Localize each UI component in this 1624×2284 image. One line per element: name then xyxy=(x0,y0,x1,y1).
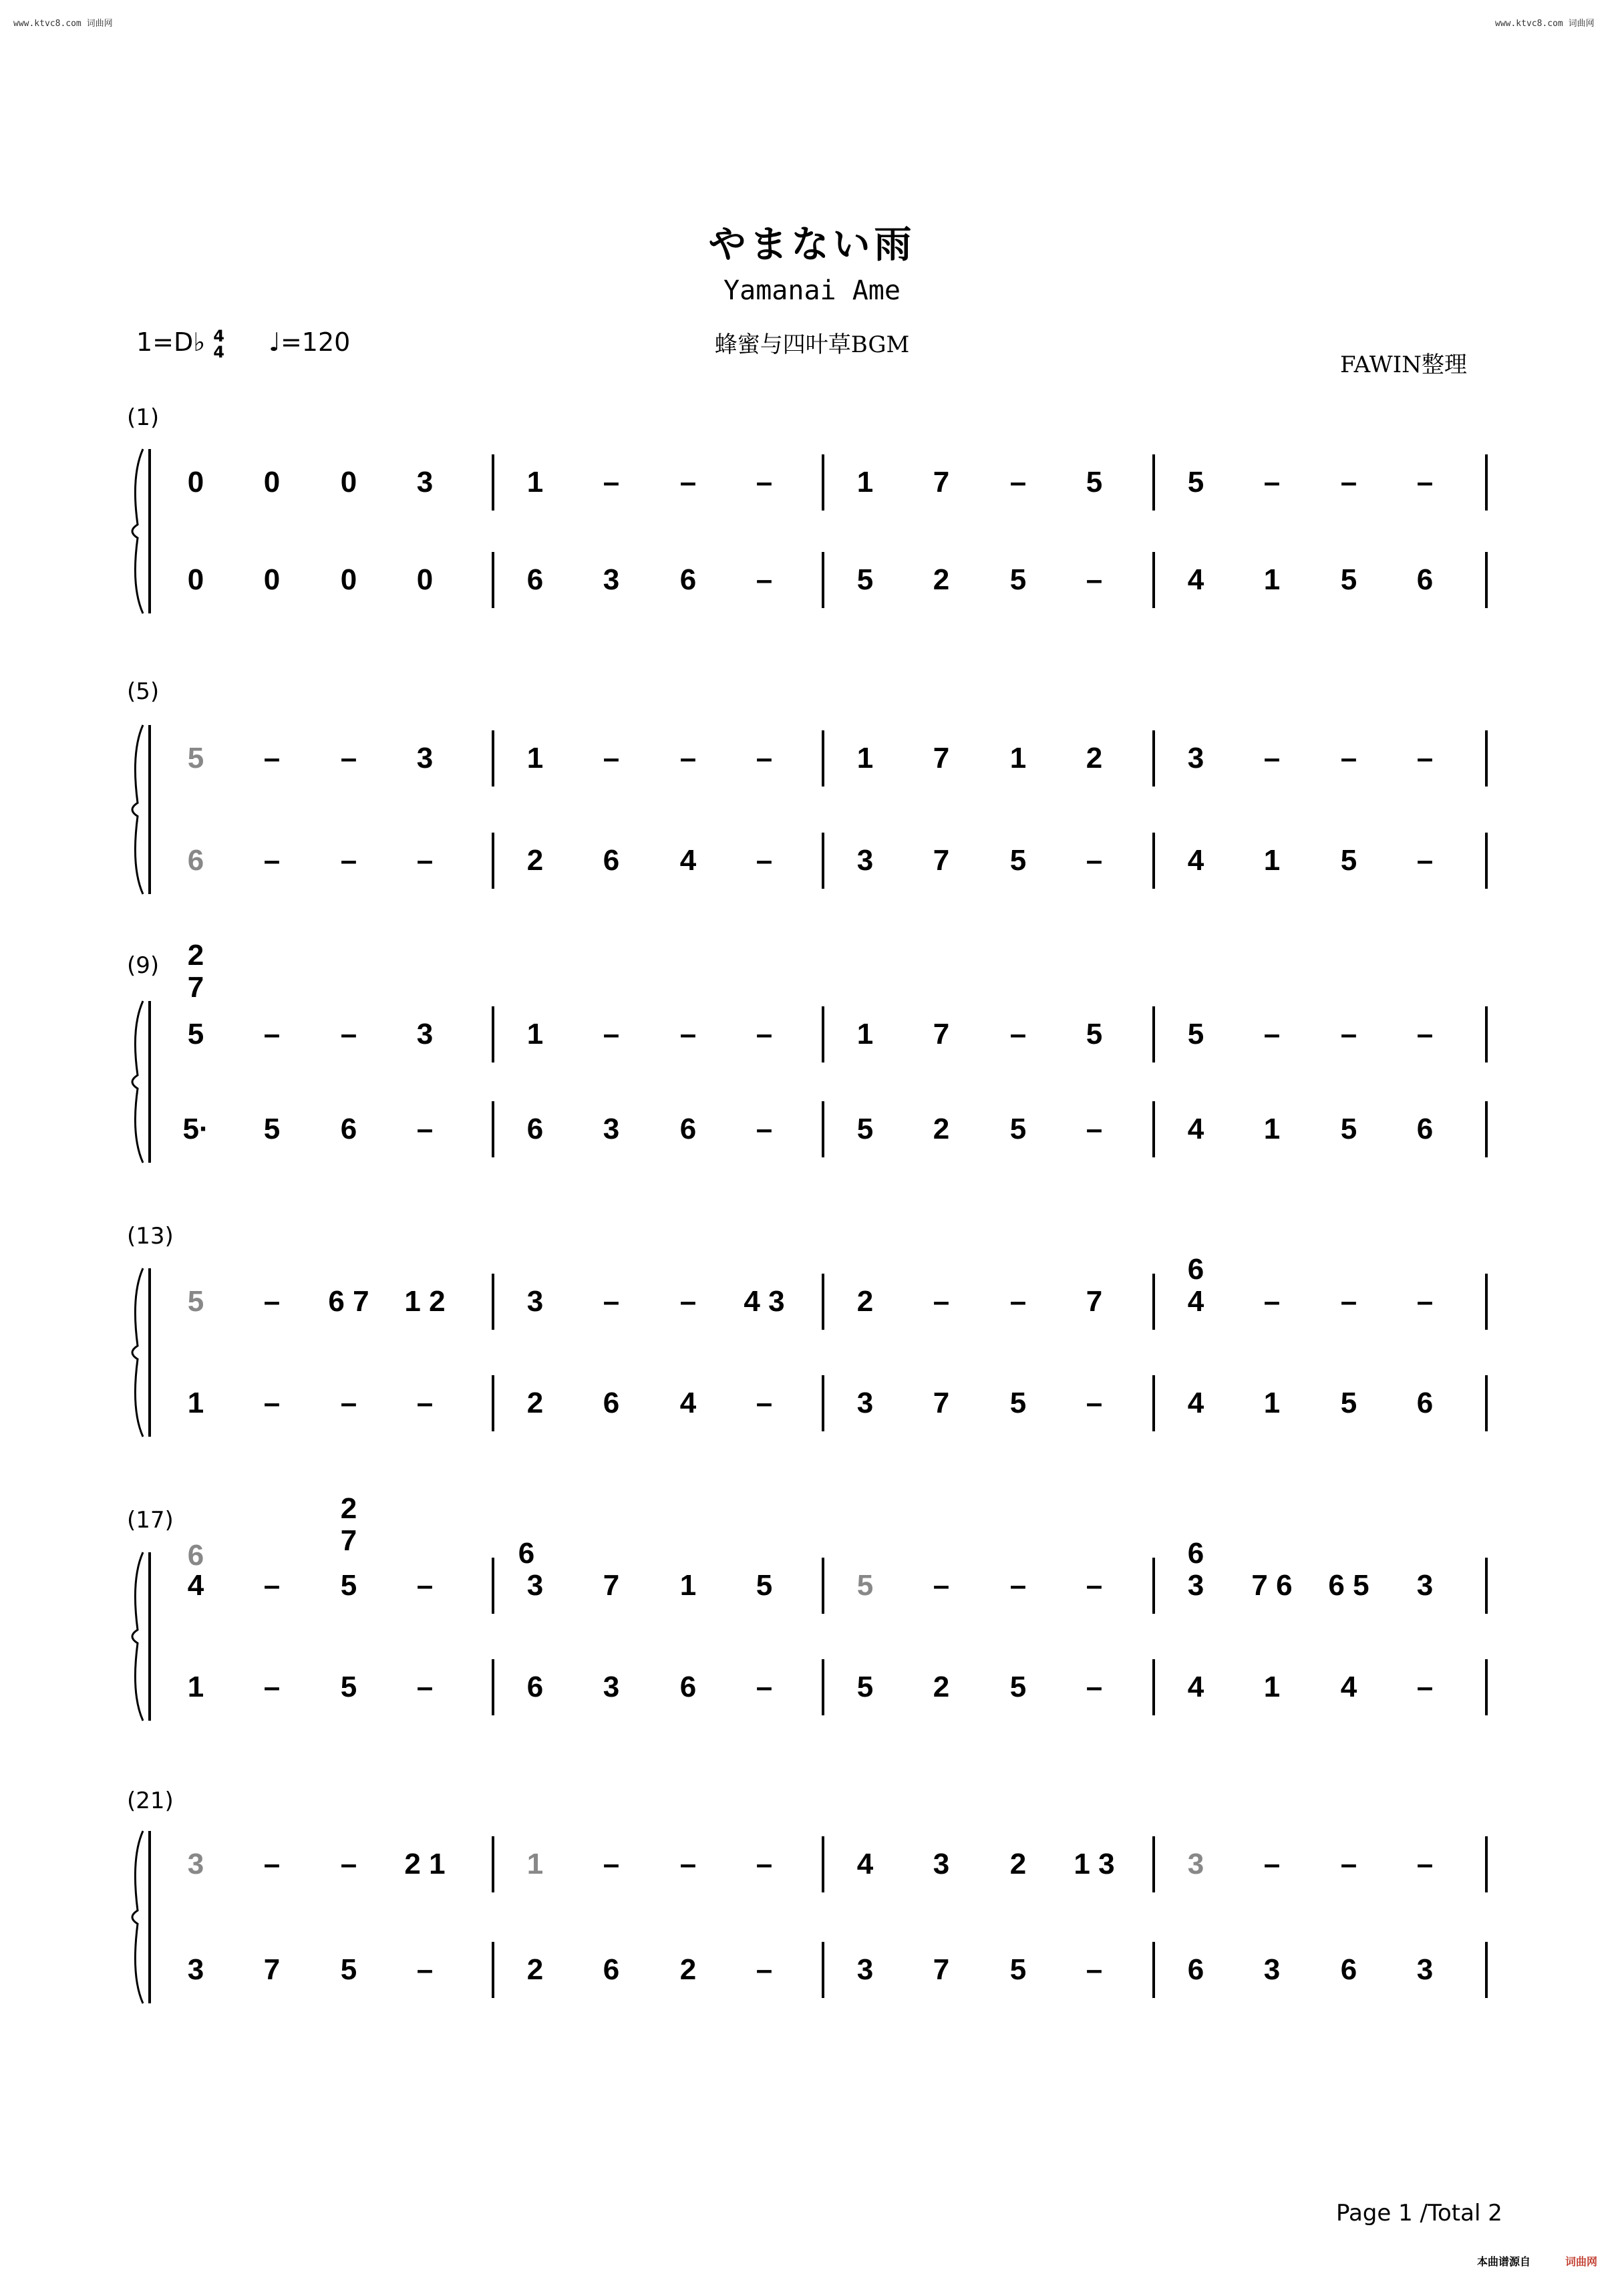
note: 5 xyxy=(1009,563,1027,596)
brace xyxy=(132,449,143,613)
note: – xyxy=(416,1671,434,1703)
note: – xyxy=(1263,1018,1281,1050)
note: 1 xyxy=(679,1569,697,1602)
note: 2 xyxy=(1086,742,1103,774)
note: 2 1 xyxy=(404,1848,446,1880)
note: 1 xyxy=(187,1387,204,1419)
note: 5 xyxy=(856,1569,874,1602)
brand-name: 词曲网 xyxy=(1565,2255,1597,2268)
note: – xyxy=(679,1848,697,1880)
note: 5 xyxy=(1086,1018,1103,1050)
note: 3 xyxy=(526,1285,544,1318)
note: 4 xyxy=(1187,1113,1204,1145)
note: – xyxy=(263,844,281,877)
note: 5 xyxy=(1340,1113,1357,1145)
note: 5 xyxy=(1009,1113,1027,1145)
note: 1 xyxy=(856,742,874,774)
note: 3 xyxy=(526,1569,544,1602)
note: – xyxy=(1009,1285,1027,1318)
note: – xyxy=(416,1953,434,1986)
note: 7 xyxy=(933,844,950,877)
note: 4 xyxy=(1187,563,1204,596)
note: 1 3 xyxy=(1074,1848,1115,1880)
note: 3 xyxy=(1187,742,1204,774)
note: – xyxy=(263,1018,281,1050)
page-indicator: Page 1 /Total 2 xyxy=(1336,2200,1502,2227)
note: 5 xyxy=(756,1569,773,1602)
note: 6 xyxy=(679,1671,697,1703)
note: – xyxy=(1263,1848,1281,1880)
note: 5 xyxy=(187,742,204,774)
note: 6 xyxy=(1340,1953,1357,1986)
note: 6 xyxy=(518,1537,535,1570)
measure-number: (1) xyxy=(127,404,160,431)
note: – xyxy=(1009,466,1027,498)
note: 5 xyxy=(1009,1953,1027,1986)
note: 6 xyxy=(526,1113,544,1145)
measure-number: (21) xyxy=(127,1788,174,1814)
note: – xyxy=(263,1285,281,1318)
note: – xyxy=(679,742,697,774)
note: 4 xyxy=(679,844,697,877)
note: – xyxy=(263,1569,281,1602)
note: 7 xyxy=(263,1953,281,1986)
note: – xyxy=(756,844,773,877)
note: 3 xyxy=(416,1018,434,1050)
note: 2 xyxy=(187,939,204,972)
time-signature-bottom: 4 xyxy=(213,342,224,362)
note: 1 xyxy=(1263,563,1281,596)
brace xyxy=(132,1831,143,2003)
note: 2 xyxy=(526,1953,544,1986)
note: – xyxy=(340,1387,357,1419)
note: 1 xyxy=(1263,1387,1281,1419)
note: 5 xyxy=(340,1671,357,1703)
note: – xyxy=(1416,742,1434,774)
note: 3 xyxy=(603,1671,620,1703)
note: 4 xyxy=(856,1848,874,1880)
note: 7 xyxy=(933,742,950,774)
note: 6 xyxy=(1187,1253,1204,1286)
brace xyxy=(132,1552,143,1721)
note: 7 xyxy=(933,466,950,498)
note: 5 xyxy=(1187,466,1204,498)
note: 2 xyxy=(933,563,950,596)
brand-label: 本曲谱源自 xyxy=(1476,2255,1530,2268)
note: 5 xyxy=(340,1569,357,1602)
note: – xyxy=(756,466,773,498)
song-subtitle: Yamanai Ame xyxy=(723,275,901,306)
note: 2 xyxy=(340,1492,357,1525)
note: – xyxy=(756,563,773,596)
note: 3 xyxy=(416,466,434,498)
note: – xyxy=(1086,1569,1103,1602)
note: – xyxy=(1086,844,1103,877)
note: 4 xyxy=(1187,844,1204,877)
note: – xyxy=(1416,1018,1434,1050)
note: 5 xyxy=(1187,1018,1204,1050)
note: – xyxy=(679,1018,697,1050)
note: – xyxy=(1009,1569,1027,1602)
note: 6 xyxy=(1187,1537,1204,1570)
note: – xyxy=(933,1285,950,1318)
note: – xyxy=(933,1569,950,1602)
note: 2 xyxy=(856,1285,874,1318)
note: 7 xyxy=(933,1018,950,1050)
key-signature: 1=D♭ 4 4 xyxy=(136,326,224,362)
note: – xyxy=(1340,1848,1357,1880)
note: 2 xyxy=(1009,1848,1027,1880)
note: 1 xyxy=(526,1018,544,1050)
note: – xyxy=(756,1018,773,1050)
note: 3 xyxy=(856,1953,874,1986)
note: 0 xyxy=(263,563,281,596)
note: 5 xyxy=(1086,466,1103,498)
note: 3 xyxy=(416,742,434,774)
note: – xyxy=(756,1113,773,1145)
note: – xyxy=(416,1387,434,1419)
note: – xyxy=(1340,1018,1357,1050)
note: – xyxy=(756,1848,773,1880)
measure-number: (17) xyxy=(127,1507,174,1534)
note: 3 xyxy=(856,844,874,877)
note: 5 xyxy=(340,1953,357,1986)
note: 3 xyxy=(856,1387,874,1419)
note: 5 xyxy=(856,563,874,596)
note: 6 xyxy=(603,844,620,877)
measure-number: (5) xyxy=(127,678,160,705)
note: – xyxy=(679,466,697,498)
note: 1 xyxy=(1263,1113,1281,1145)
measure-number: (9) xyxy=(127,952,160,979)
note: 3 xyxy=(1263,1953,1281,1986)
note: 3 xyxy=(1416,1953,1434,1986)
note: 7 6 xyxy=(1251,1569,1293,1602)
note: 3 xyxy=(1187,1569,1204,1602)
note: 7 xyxy=(603,1569,620,1602)
note: 1 xyxy=(1263,1671,1281,1703)
note: – xyxy=(416,1113,434,1145)
note: 6 5 xyxy=(1328,1569,1369,1602)
note: 1 xyxy=(526,742,544,774)
note: 4 xyxy=(1187,1285,1204,1318)
note: – xyxy=(756,1387,773,1419)
note: 4 xyxy=(1187,1671,1204,1703)
note: 3 xyxy=(187,1953,204,1986)
note: 5 xyxy=(856,1113,874,1145)
measure-number: (13) xyxy=(127,1223,174,1250)
note: 0 xyxy=(263,466,281,498)
site-label-right: www.ktvc8.com 词曲网 xyxy=(1495,19,1595,29)
note: – xyxy=(263,1387,281,1419)
note: 2 xyxy=(526,844,544,877)
note: 5 xyxy=(1009,1671,1027,1703)
note: 4 xyxy=(187,1569,204,1602)
note: – xyxy=(416,1569,434,1602)
note: 4 3 xyxy=(744,1285,785,1318)
note: 4 xyxy=(1340,1671,1357,1703)
note: – xyxy=(756,1671,773,1703)
note: – xyxy=(1416,1671,1434,1703)
note: 1 xyxy=(1009,742,1027,774)
note: 1 xyxy=(526,466,544,498)
note: – xyxy=(1263,466,1281,498)
brace xyxy=(132,1001,143,1163)
note: 1 xyxy=(856,1018,874,1050)
note: – xyxy=(603,1018,620,1050)
note: 7 xyxy=(340,1524,357,1557)
note: 5 xyxy=(1340,1387,1357,1419)
note: – xyxy=(603,1285,620,1318)
note: – xyxy=(340,844,357,877)
site-label-left: www.ktvc8.com 词曲网 xyxy=(13,19,113,29)
note: – xyxy=(1086,1387,1103,1419)
note: 1 xyxy=(187,1671,204,1703)
note: 3 xyxy=(187,1848,204,1880)
note: 5· xyxy=(182,1113,209,1145)
note: – xyxy=(263,1848,281,1880)
note: – xyxy=(1416,1848,1434,1880)
song-composer: 蜂蜜与四叶草BGM xyxy=(714,331,910,358)
note: 0 xyxy=(187,466,204,498)
note: 5 xyxy=(856,1671,874,1703)
note: – xyxy=(603,742,620,774)
note: 5 xyxy=(1340,563,1357,596)
note: 0 xyxy=(340,563,357,596)
note: 5 xyxy=(187,1018,204,1050)
note: – xyxy=(416,844,434,877)
quarter-note-icon: ♩ xyxy=(269,327,281,357)
note: – xyxy=(1086,1113,1103,1145)
note: 6 xyxy=(526,563,544,596)
note: 0 xyxy=(187,563,204,596)
brace xyxy=(132,725,143,894)
note: 6 xyxy=(603,1387,620,1419)
note: 6 xyxy=(526,1671,544,1703)
note: – xyxy=(1416,466,1434,498)
note: 6 xyxy=(603,1953,620,1986)
note: 5 xyxy=(1009,844,1027,877)
note: 6 xyxy=(187,844,204,877)
note: 6 xyxy=(1416,1113,1434,1145)
note: 0 xyxy=(340,466,357,498)
note: 6 7 xyxy=(328,1285,369,1318)
note: – xyxy=(1086,563,1103,596)
note: 7 xyxy=(933,1387,950,1419)
note: 4 xyxy=(1187,1387,1204,1419)
note: 7 xyxy=(933,1953,950,1986)
note: 2 xyxy=(526,1387,544,1419)
note: 1 2 xyxy=(404,1285,446,1318)
note: 3 xyxy=(603,563,620,596)
note: 5 xyxy=(187,1285,204,1318)
note: 6 xyxy=(187,1539,204,1572)
note: 6 xyxy=(1416,563,1434,596)
time-signature-top: 4 xyxy=(213,326,224,345)
tempo-mark: ♩=120 xyxy=(269,327,351,357)
note: 0 xyxy=(416,563,434,596)
note: – xyxy=(603,466,620,498)
note: 2 xyxy=(679,1953,697,1986)
note: 4 xyxy=(679,1387,697,1419)
arranger: FAWIN整理 xyxy=(1340,351,1467,378)
note: – xyxy=(756,1953,773,1986)
note: 7 xyxy=(1086,1285,1103,1318)
note: 7 xyxy=(187,971,204,1004)
note: 1 xyxy=(1263,844,1281,877)
note: 6 xyxy=(340,1113,357,1145)
note: – xyxy=(1086,1953,1103,1986)
note: 1 xyxy=(526,1848,544,1880)
note: 3 xyxy=(1416,1569,1434,1602)
note: 6 xyxy=(1187,1953,1204,1986)
note: – xyxy=(1263,742,1281,774)
note: 5 xyxy=(1009,1387,1027,1419)
note: – xyxy=(1340,1285,1357,1318)
note: 6 xyxy=(679,563,697,596)
note: – xyxy=(263,742,281,774)
note: – xyxy=(340,1848,357,1880)
note: – xyxy=(756,742,773,774)
note: 6 xyxy=(1416,1387,1434,1419)
note: – xyxy=(1086,1671,1103,1703)
note: 2 xyxy=(933,1671,950,1703)
note: – xyxy=(1416,844,1434,877)
note: – xyxy=(1340,742,1357,774)
song-title: やまない雨 xyxy=(708,223,916,267)
note: – xyxy=(1263,1285,1281,1318)
note: – xyxy=(1340,466,1357,498)
brace xyxy=(132,1268,143,1437)
note: – xyxy=(340,742,357,774)
note: 5 xyxy=(263,1113,281,1145)
note: 3 xyxy=(933,1848,950,1880)
note: – xyxy=(263,1671,281,1703)
note: 3 xyxy=(1187,1848,1204,1880)
note: 6 xyxy=(679,1113,697,1145)
note: – xyxy=(679,1285,697,1318)
note: – xyxy=(1009,1018,1027,1050)
note: 2 xyxy=(933,1113,950,1145)
note: – xyxy=(340,1018,357,1050)
note: – xyxy=(1416,1285,1434,1318)
note: 5 xyxy=(1340,844,1357,877)
note: – xyxy=(603,1848,620,1880)
note: 3 xyxy=(603,1113,620,1145)
note: 1 xyxy=(856,466,874,498)
